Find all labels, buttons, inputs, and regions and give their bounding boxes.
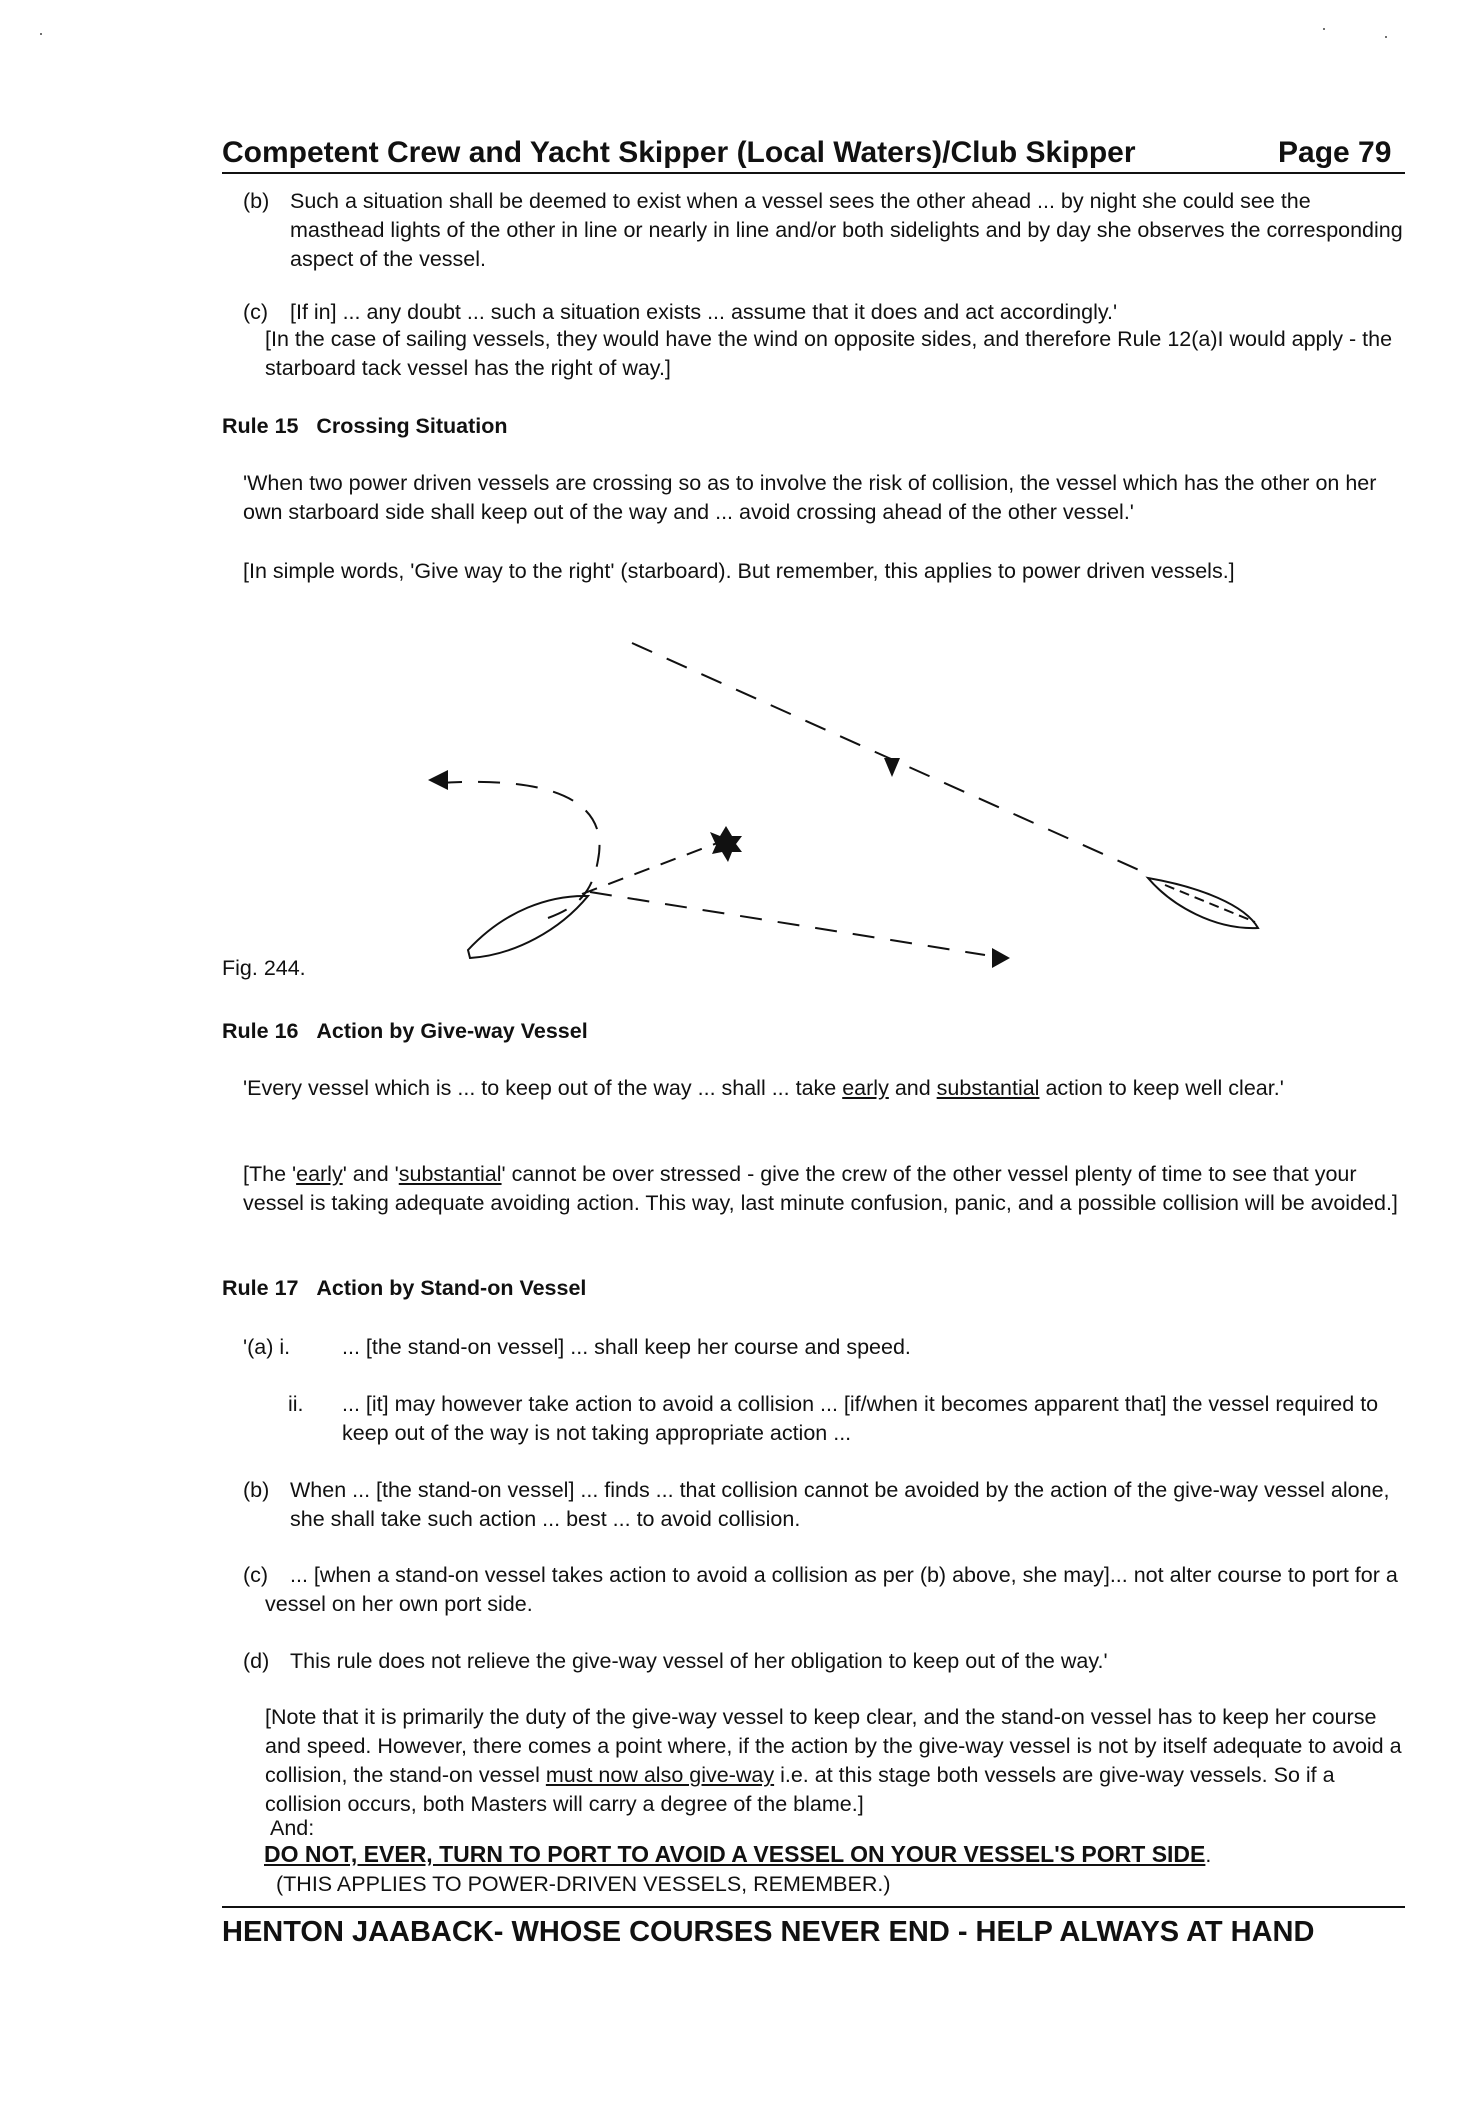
crossing-situation-diagram (0, 0, 1479, 1000)
footer-rule (222, 1906, 1405, 1908)
rule-number: Rule 16 (222, 1019, 299, 1043)
stand-on-vessel-hull (1148, 878, 1258, 928)
page-header-title: Competent Crew and Yacht Skipper (Local Waters)/Club Skipper (222, 136, 1136, 169)
rule14-b-text: Such a situation shall be deemed to exist when a vessel sees the other ahead ... by night she could see the masthead lights of the other in line or nearly in line and/or both sidelights and by day she observes the corresponding aspect of the vessel. (290, 189, 1403, 271)
item-label-b: (b) (243, 1478, 270, 1502)
item-label-c: (c) (243, 1563, 269, 1587)
item-label-a-ii: ii. (288, 1392, 304, 1416)
page-number: Page 79 (1278, 136, 1392, 169)
rule16-quote: 'Every vessel which is ... to keep out of the way ... shall ... take early and substantial action to keep well clear.' (243, 1076, 1284, 1100)
warning-line: DO NOT, EVER, TURN TO PORT TO AVOID A VESSEL ON YOUR VESSEL'S PORT SIDE. (264, 1841, 1212, 1867)
item-label-c: (c) (243, 300, 269, 324)
rule17-a-ii-text: ... [it] may however take action to avoid a collision ... [if/when it becomes apparent that] the vessel required to keep out of the way is not taking appropriate action ... (342, 1392, 1379, 1445)
rule-title: Action by Give-way Vessel (316, 1019, 588, 1043)
emphasis-early: early (842, 1076, 889, 1100)
warning-text: DO NOT, EVER, TURN TO PORT TO AVOID A VESSEL ON YOUR VESSEL'S PORT SIDE (264, 1841, 1206, 1867)
rule-title: Crossing Situation (316, 414, 508, 438)
rule17-b-text: When ... [the stand-on vessel] ... finds ... that collision cannot be avoided by the action of the give-way vessel alone, she shall take such action ... best ... to avoid collision. (290, 1478, 1390, 1531)
emphasis-give-way: must now also give-way (545, 1763, 775, 1787)
rule17-note: [Note that it is primarily the duty of the give-way vessel to keep clear, and the stand-on vessel has to keep her course and speed. However, there comes a point where, if the action by the give-way vessel is not by itself adequate to avoid a collision, the stand-on vessel must now also give-way i.e. at this stage both vessels are give-way vessels. So if a collision occurs, both Masters will carry a degree of the blame.] (265, 1705, 1402, 1816)
rule17-heading (222, 1274, 586, 1303)
item-label-d: (d) (243, 1649, 270, 1673)
rule-number: Rule 17 (222, 1276, 299, 1300)
rule-number: Rule 15 (222, 414, 299, 438)
arrow-right-icon (992, 948, 1010, 968)
rule15-quote: 'When two power driven vessels are crossing so as to involve the risk of collision, the vessel which has the other on her own starboard side shall keep out of the way and ... avoid crossing ahead of the other vessel.' (243, 471, 1377, 524)
and-label: And: (270, 1816, 315, 1840)
emphasis-substantial: substantial (398, 1162, 502, 1186)
rule17-c-text: ... [when a stand-on vessel takes action to avoid a collision as per (b) above, she may]... not alter course to port for a vessel on her own port side. (265, 1563, 1398, 1616)
rule14-note: [In the case of sailing vessels, they would have the wind on opposite sides, and therefore Rule 12(a)I would apply - the starboard tack vessel has the right of way.] (265, 327, 1393, 380)
footer-slogan: HENTON JAABACK- WHOSE COURSES NEVER END - HELP ALWAYS AT HAND (222, 1916, 1315, 1948)
rule15-note: [In simple words, 'Give way to the right' (starboard). But remember, this applies to power driven vessels.] (243, 559, 1235, 583)
rule16-heading (222, 1017, 588, 1046)
item-label-a-i: '(a) i. (243, 1335, 291, 1359)
rule-title: Action by Stand-on Vessel (316, 1276, 587, 1300)
give-way-original-course (590, 892, 985, 955)
give-way-vessel-hull (468, 896, 588, 958)
arrow-left-icon (428, 770, 448, 790)
item-label-b: (b) (243, 189, 270, 213)
rule17-d-text: This rule does not relieve the give-way vessel of her obligation to keep out of the way.' (290, 1649, 1108, 1673)
reminder-text: (THIS APPLIES TO POWER-DRIVEN VESSELS, REMEMBER.) (276, 1872, 891, 1896)
rule14-c-text: [If in] ... any doubt ... such a situation exists ... assume that it does and act accordingly.' (290, 300, 1118, 324)
arrow-down-icon (884, 758, 900, 777)
collision-sight-line (582, 842, 720, 894)
figure-caption: Fig. 244. (222, 956, 306, 980)
give-way-turning-track (440, 782, 600, 918)
emphasis-substantial: substantial (936, 1076, 1040, 1100)
emphasis-early: early (296, 1162, 343, 1186)
rule17-a-i-text: ... [the stand-on vessel] ... shall keep her course and speed. (342, 1335, 911, 1359)
rule16-note: [The 'early' and 'substantial' cannot be over stressed - give the crew of the other vessel plenty of time to see that your vessel is taking adequate avoiding action. This way, last minute confusion, panic, and a possible collision will be avoided.] (243, 1162, 1398, 1215)
